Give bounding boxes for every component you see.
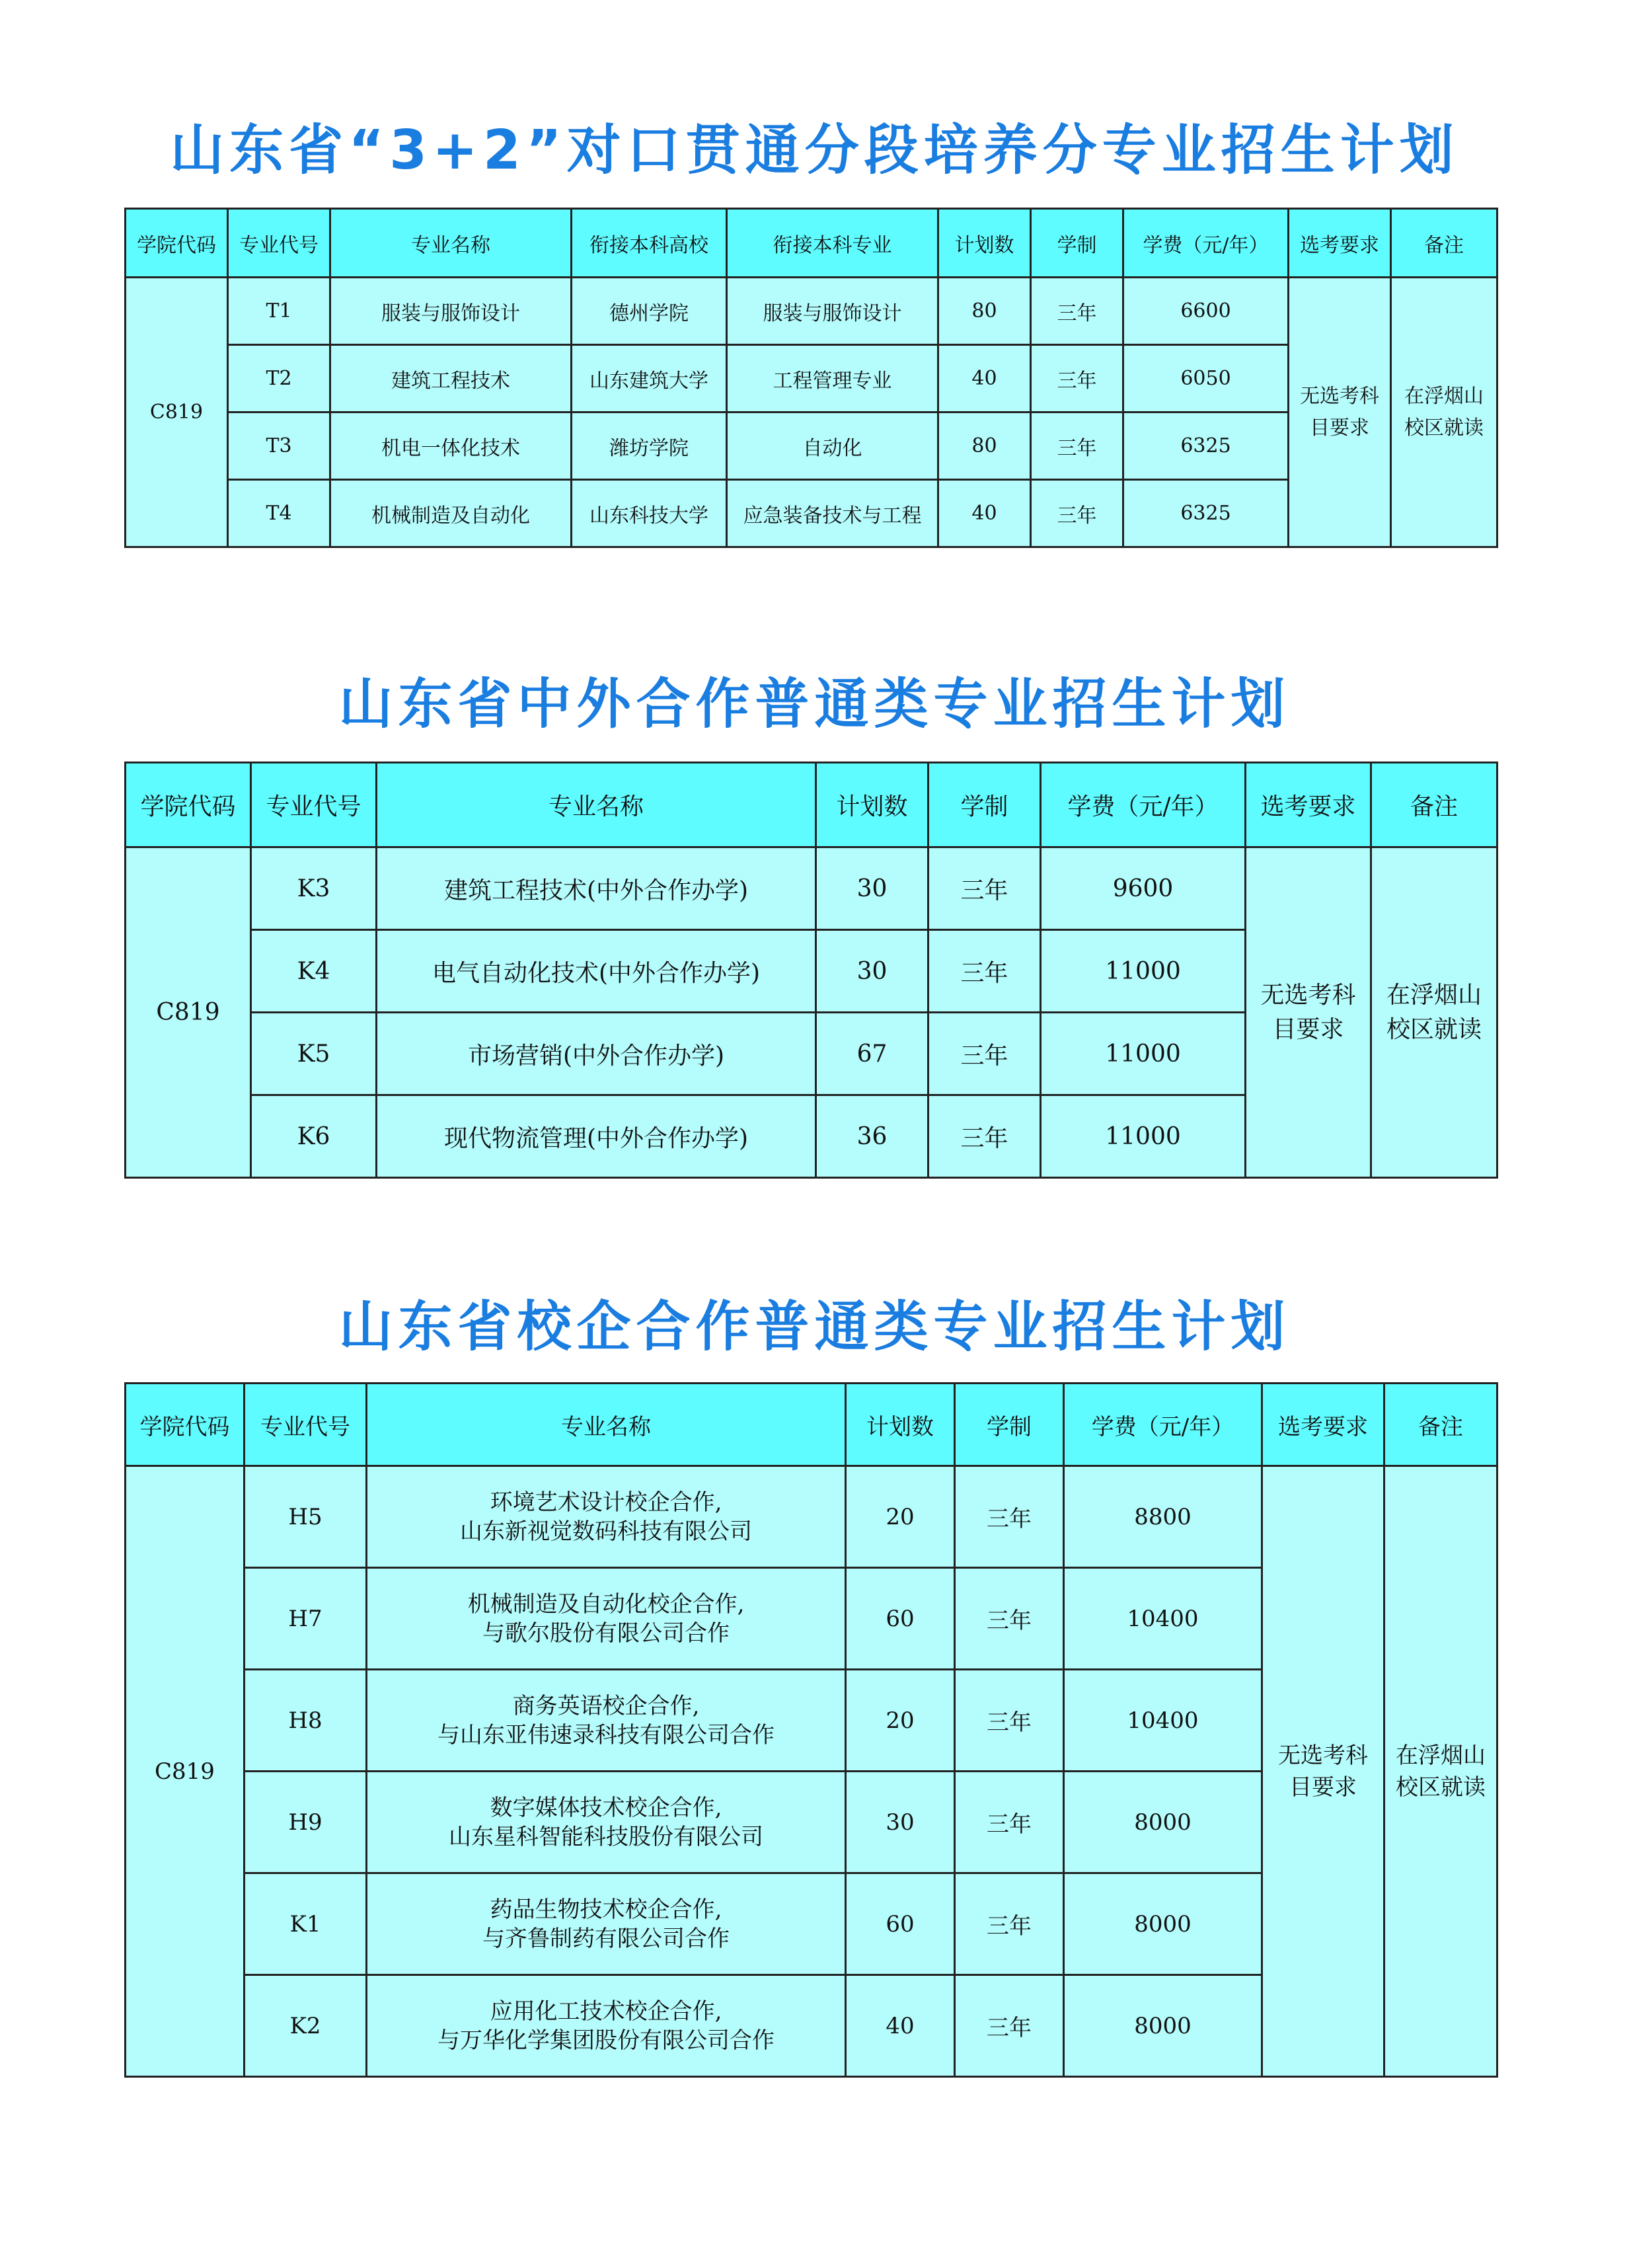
major-code-cell: T2	[228, 345, 330, 412]
section1-table	[124, 208, 1498, 548]
major-code-cell: K5	[251, 1013, 377, 1095]
header-major-code: 专业代号	[245, 1384, 367, 1466]
header-plan-count: 计划数	[846, 1384, 955, 1466]
section1-title: 山东省“3+2”对口贯通分段培养分专业招生计划	[170, 119, 1459, 182]
major-name-cell: 机械制造及自动化	[330, 480, 572, 547]
university-major-cell: 应急装备技术与工程	[727, 480, 938, 547]
major-name-line1: 应用化工技术校企合作,	[490, 1998, 722, 2025]
university-cell: 山东科技大学	[572, 480, 727, 547]
duration-cell: 三年	[955, 1772, 1064, 1873]
major-name-cell: 市场营销(中外合作办学)	[377, 1013, 816, 1095]
tuition-cell: 8000	[1064, 1975, 1262, 2077]
header-college-code: 学院代码	[126, 1384, 245, 1466]
major-code-cell: H9	[245, 1772, 367, 1873]
header-duration: 学制	[955, 1384, 1064, 1466]
major-code-cell: T1	[228, 278, 330, 345]
header-major-code: 专业代号	[251, 763, 377, 847]
duration-cell: 三年	[928, 930, 1041, 1013]
major-code-cell: T3	[228, 412, 330, 480]
header-requirement: 选考要求	[1262, 1384, 1384, 1466]
section3-table	[124, 1382, 1498, 2078]
major-code-cell: H8	[245, 1670, 367, 1772]
header-plan-count: 计划数	[816, 763, 928, 847]
header-major-code: 专业代号	[228, 209, 330, 278]
table-header-row	[126, 209, 1497, 278]
university-cell: 山东建筑大学	[572, 345, 727, 412]
major-name-cell	[367, 1670, 846, 1772]
tuition-cell: 8000	[1064, 1772, 1262, 1873]
major-code-cell: K2	[245, 1975, 367, 2077]
section3-title: 山东省校企合作普通类专业招生计划	[338, 1296, 1291, 1358]
major-code-cell: H7	[245, 1568, 367, 1670]
major-name-cell: 现代物流管理(中外合作办学)	[377, 1095, 816, 1178]
table-header-row	[126, 1384, 1497, 1466]
requirement-cell: 无选考科目要求	[1289, 278, 1391, 547]
header-major-name: 专业名称	[377, 763, 816, 847]
duration-cell: 三年	[955, 1873, 1064, 1975]
tuition-cell: 6050	[1123, 345, 1289, 412]
major-name-line2: 与歌尔股份有限公司合作	[482, 1620, 730, 1647]
header-college-code: 学院代码	[126, 763, 251, 847]
major-code-cell: T4	[228, 480, 330, 547]
plan-count-cell: 40	[938, 480, 1031, 547]
college-code-cell: C819	[126, 278, 228, 547]
plan-count-cell: 60	[846, 1568, 955, 1670]
major-code-cell: K1	[245, 1873, 367, 1975]
tuition-cell: 8000	[1064, 1873, 1262, 1975]
tuition-cell: 6325	[1123, 480, 1289, 547]
university-cell: 潍坊学院	[572, 412, 727, 480]
header-duration: 学制	[928, 763, 1041, 847]
duration-cell: 三年	[928, 1013, 1041, 1095]
remark-cell: 在浮烟山校区就读	[1391, 278, 1497, 547]
plan-count-cell: 60	[846, 1873, 955, 1975]
plan-count-cell: 30	[846, 1772, 955, 1873]
duration-cell: 三年	[1031, 480, 1123, 547]
requirement-cell: 无选考科目要求	[1262, 1466, 1384, 2077]
header-plan-count: 计划数	[938, 209, 1031, 278]
plan-count-cell: 36	[816, 1095, 928, 1178]
header-tuition: 学费（元/年）	[1064, 1384, 1262, 1466]
plan-count-cell: 80	[938, 278, 1031, 345]
tuition-cell: 11000	[1041, 1013, 1246, 1095]
plan-count-cell: 20	[846, 1466, 955, 1568]
duration-cell: 三年	[928, 847, 1041, 930]
header-university-major: 衔接本科专业	[727, 209, 938, 278]
tuition-cell: 6600	[1123, 278, 1289, 345]
major-code-cell: K4	[251, 930, 377, 1013]
major-code-cell: K6	[251, 1095, 377, 1178]
remark-cell: 在浮烟山校区就读	[1384, 1466, 1497, 2077]
major-code-cell: H5	[245, 1466, 367, 1568]
major-name-cell: 服装与服饰设计	[330, 278, 572, 345]
university-major-cell: 工程管理专业	[727, 345, 938, 412]
major-name-line1: 数字媒体技术校企合作,	[490, 1794, 722, 1821]
table-row	[126, 278, 1497, 345]
table-row	[126, 1466, 1497, 1568]
plan-count-cell: 30	[816, 930, 928, 1013]
duration-cell: 三年	[955, 1975, 1064, 2077]
university-cell: 德州学院	[572, 278, 727, 345]
plan-count-cell: 30	[816, 847, 928, 930]
tuition-cell: 10400	[1064, 1670, 1262, 1772]
major-name-cell: 建筑工程技术	[330, 345, 572, 412]
major-name-cell	[367, 1466, 846, 1568]
college-code-cell: C819	[126, 1466, 245, 2077]
major-name-cell	[367, 1772, 846, 1873]
major-name-line1: 机械制造及自动化校企合作,	[467, 1590, 745, 1618]
section2-title: 山东省中外合作普通类专业招生计划	[338, 673, 1291, 736]
header-major-name: 专业名称	[330, 209, 572, 278]
duration-cell: 三年	[955, 1568, 1064, 1670]
major-name-cell: 电气自动化技术(中外合作办学)	[377, 930, 816, 1013]
header-tuition: 学费（元/年）	[1123, 209, 1289, 278]
duration-cell: 三年	[928, 1095, 1041, 1178]
major-name-cell: 机电一体化技术	[330, 412, 572, 480]
duration-cell: 三年	[1031, 278, 1123, 345]
major-name-line1: 环境艺术设计校企合作,	[490, 1489, 722, 1516]
duration-cell: 三年	[955, 1466, 1064, 1568]
header-tuition: 学费（元/年）	[1041, 763, 1246, 847]
header-remark: 备注	[1391, 209, 1497, 278]
major-name-line2: 与万华化学集团股份有限公司合作	[437, 2027, 775, 2054]
plan-count-cell: 80	[938, 412, 1031, 480]
major-name-line2: 山东新视觉数码科技有限公司	[460, 1518, 752, 1545]
college-code-cell: C819	[126, 847, 251, 1178]
tuition-cell: 8800	[1064, 1466, 1262, 1568]
section2-table	[124, 762, 1498, 1179]
major-name-line2: 山东星科智能科技股份有限公司	[449, 1823, 763, 1850]
tuition-cell: 11000	[1041, 930, 1246, 1013]
header-major-name: 专业名称	[367, 1384, 846, 1466]
major-code-cell: K3	[251, 847, 377, 930]
remark-cell: 在浮烟山校区就读	[1371, 847, 1497, 1178]
major-name-cell: 建筑工程技术(中外合作办学)	[377, 847, 816, 930]
header-remark: 备注	[1371, 763, 1497, 847]
plan-count-cell: 40	[846, 1975, 955, 2077]
header-remark: 备注	[1384, 1384, 1497, 1466]
university-major-cell: 自动化	[727, 412, 938, 480]
major-name-line2: 与山东亚伟速录科技有限公司合作	[437, 1721, 775, 1748]
duration-cell: 三年	[955, 1670, 1064, 1772]
requirement-cell: 无选考科目要求	[1246, 847, 1371, 1178]
plan-count-cell: 67	[816, 1013, 928, 1095]
duration-cell: 三年	[1031, 345, 1123, 412]
major-name-cell	[367, 1873, 846, 1975]
major-name-line2: 与齐鲁制药有限公司合作	[482, 1925, 730, 1952]
plan-count-cell: 40	[938, 345, 1031, 412]
header-requirement: 选考要求	[1289, 209, 1391, 278]
duration-cell: 三年	[1031, 412, 1123, 480]
major-name-cell	[367, 1975, 846, 2077]
table-row	[126, 847, 1497, 930]
header-university: 衔接本科高校	[572, 209, 727, 278]
major-name-cell	[367, 1568, 846, 1670]
major-name-line1: 商务英语校企合作,	[512, 1692, 700, 1719]
tuition-cell: 11000	[1041, 1095, 1246, 1178]
plan-count-cell: 20	[846, 1670, 955, 1772]
tuition-cell: 10400	[1064, 1568, 1262, 1670]
major-name-line1: 药品生物技术校企合作,	[490, 1896, 722, 1923]
university-major-cell: 服装与服饰设计	[727, 278, 938, 345]
header-duration: 学制	[1031, 209, 1123, 278]
header-college-code: 学院代码	[126, 209, 228, 278]
table-header-row	[126, 763, 1497, 847]
tuition-cell: 6325	[1123, 412, 1289, 480]
tuition-cell: 9600	[1041, 847, 1246, 930]
header-requirement: 选考要求	[1246, 763, 1371, 847]
